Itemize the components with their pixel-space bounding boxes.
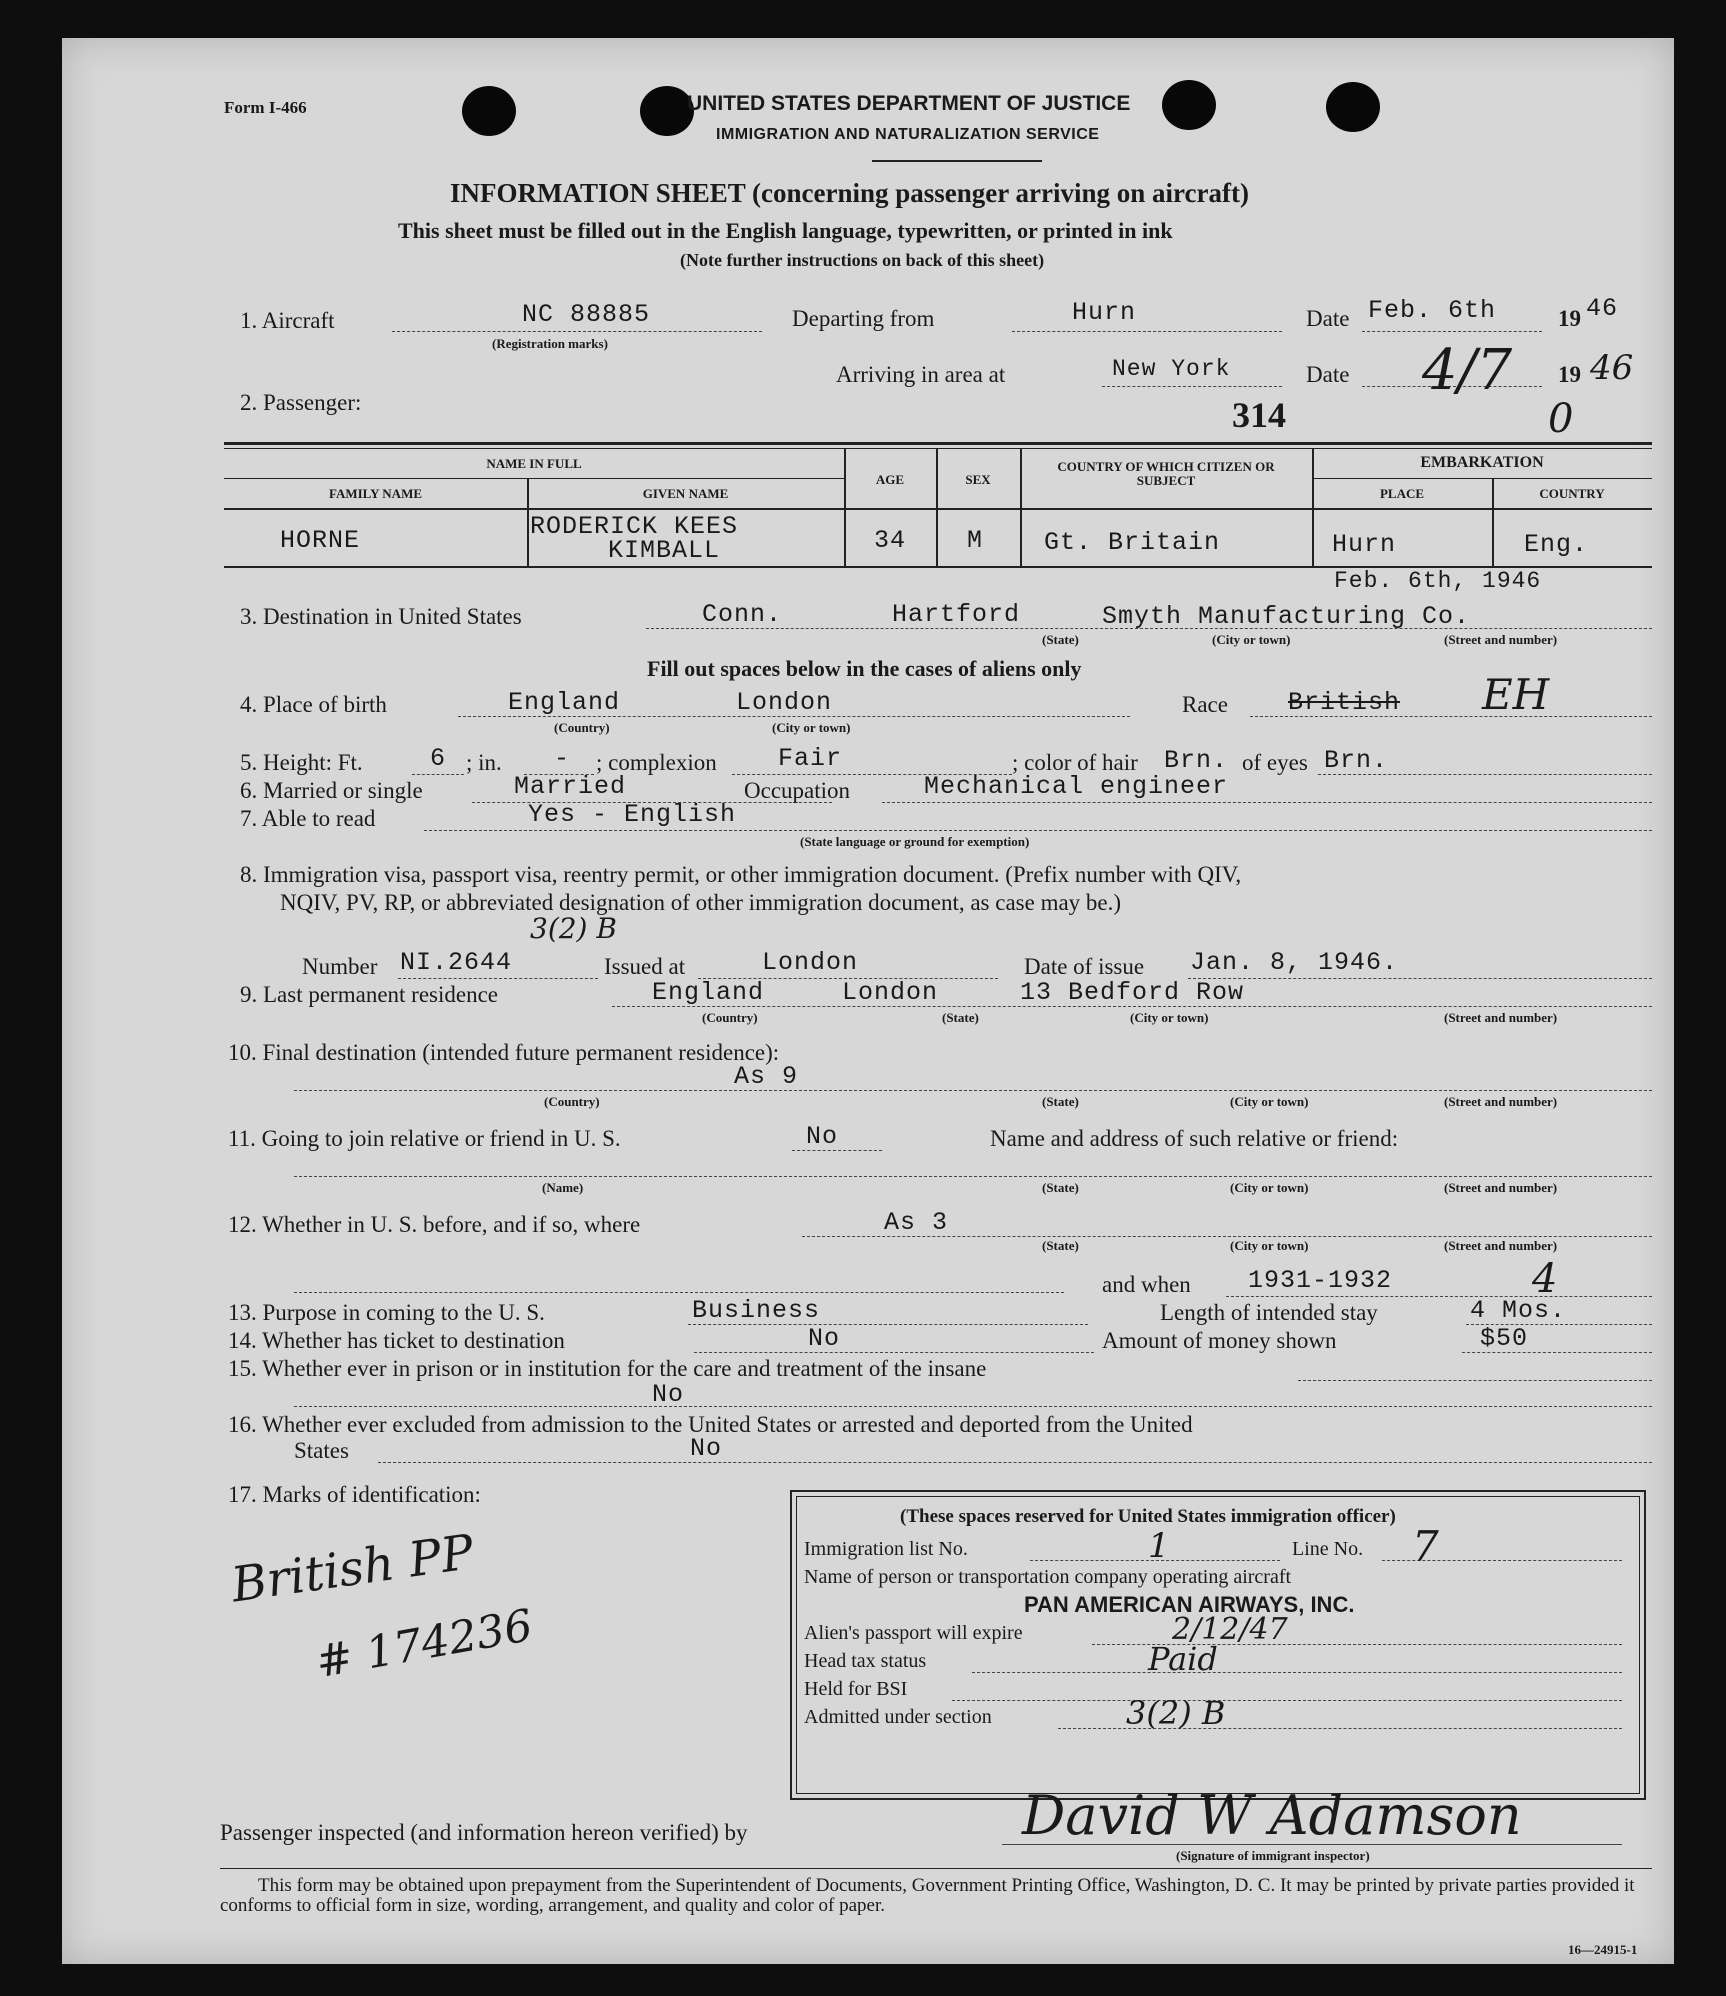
line-number-label: Line No. (1292, 1538, 1364, 1560)
prison-label: 15. Whether ever in prison or in institution for the care and treatment of the insane (228, 1356, 987, 1381)
previous-visit-label: 12. Whether in U. S. before, and if so, where (228, 1212, 641, 1237)
issue-date-value: Jan. 8, 1946. (1190, 948, 1399, 977)
header-country: COUNTRY OF WHICH CITIZEN OR SUBJECT (1057, 459, 1275, 488)
occupation-label: Occupation (744, 778, 851, 803)
previous-visit-value: As 3 (884, 1208, 949, 1237)
field-line (1102, 386, 1282, 387)
document-label-line2: NQIV, PV, RP, or abbreviated designation of other immigration document, as case may be.) (280, 890, 1122, 915)
passport-label: Alien's passport will expire (804, 1622, 1023, 1644)
caption-city: (City or town) (1230, 1094, 1309, 1109)
caption-city: (City or town) (1230, 1180, 1309, 1195)
complexion-label: ; complexion (596, 750, 717, 775)
read-label: 7. Able to read (240, 806, 376, 831)
department-name: UNITED STATES DEPARTMENT OF JUSTICE (687, 92, 1131, 115)
prison-value: No (652, 1380, 685, 1409)
caption-name: (Name) (542, 1180, 584, 1195)
company-value: PAN AMERICAN AIRWAYS, INC. (1024, 1592, 1355, 1617)
birth-country: England (508, 688, 621, 717)
place-value: Hurn (1332, 530, 1397, 559)
table-rule (224, 508, 1652, 510)
aircraft-caption: (Registration marks) (492, 336, 608, 351)
field-line (1012, 331, 1282, 332)
departure-date: Feb. 6th (1368, 296, 1497, 325)
caption-street: (Street and number) (1444, 1010, 1558, 1025)
eyes-value: Brn. (1324, 746, 1389, 775)
hand-mark: 0 (1548, 396, 1574, 442)
line-number-value: 7 (1412, 1522, 1439, 1571)
read-caption: (State language or ground for exemption) (800, 834, 1030, 849)
headtax-value: Paid (1148, 1640, 1218, 1678)
caption-state: (State) (1042, 1094, 1079, 1109)
departing-label: Departing from (792, 306, 935, 331)
arriving-label: Arriving in area at (836, 362, 1006, 387)
issued-value: London (762, 948, 859, 977)
section-label: Admitted under section (804, 1706, 992, 1728)
caption-state: (State) (1042, 632, 1079, 647)
identification-hand-line1: British PP (228, 1524, 478, 1614)
arriving-value: New York (1112, 356, 1231, 382)
number-label: Number (302, 954, 378, 979)
footer-code: 16—24915-1 (1568, 1942, 1638, 1957)
caption-city: (City or town) (1130, 1010, 1209, 1025)
header-emb-country: COUNTRY (1539, 486, 1605, 501)
stamp-number: 314 (1232, 395, 1286, 435)
marital-value: Married (514, 772, 627, 801)
age-value: 34 (874, 526, 907, 555)
header-rule (872, 160, 1042, 162)
header-given-name: GIVEN NAME (642, 486, 729, 501)
aircraft-label: 1. Aircraft (240, 308, 335, 333)
caption-street: (Street and number) (1444, 1238, 1558, 1253)
identification-label: 17. Marks of identification: (228, 1482, 481, 1507)
when-label: and when (1102, 1272, 1191, 1297)
hair-label: ; color of hair (1012, 750, 1138, 775)
form-title: INFORMATION SHEET (concerning passenger arriving on aircraft) (450, 178, 1249, 208)
table-rule (1312, 478, 1652, 479)
header-place: PLACE (1379, 486, 1425, 501)
embark-date: Feb. 6th, 1946 (1334, 568, 1542, 594)
table-divider (1020, 448, 1022, 566)
table-top-rule (224, 448, 1652, 449)
residence-country: England (652, 978, 765, 1007)
ticket-value: No (808, 1324, 841, 1353)
caption-city: (City or town) (772, 720, 851, 735)
field-line (1226, 1296, 1652, 1297)
residence-city: 13 Bedford Row (1020, 978, 1245, 1007)
family-name-value: HORNE (280, 526, 361, 555)
birthplace-label: 4. Place of birth (240, 692, 387, 717)
signature-caption: (Signature of immigrant inspector) (1176, 1848, 1370, 1863)
field-line (1298, 1380, 1652, 1381)
height-label: 5. Height: Ft. (240, 750, 363, 775)
caption-country: (Country) (702, 1010, 758, 1025)
table-divider (936, 448, 938, 566)
departing-value: Hurn (1072, 298, 1137, 327)
caption-state: (State) (942, 1010, 979, 1025)
join-relative-value: No (806, 1122, 839, 1151)
header-name-in-full: NAME IN FULL (486, 456, 582, 471)
arrival-year: 46 (1590, 348, 1634, 388)
destination-street: Smyth Manufacturing Co. (1102, 602, 1471, 631)
race-value: British (1288, 688, 1401, 717)
inspector-signature: David W Adamson (1022, 1784, 1522, 1847)
caption-street: (Street and number) (1444, 1180, 1558, 1195)
company-label: Name of person or transportation company operating aircraft (804, 1566, 1292, 1588)
identification-hand-line2: # 174236 (312, 1600, 537, 1689)
passenger-label: 2. Passenger: (240, 390, 362, 415)
field-line (294, 1292, 1064, 1293)
document-label-line1: 8. Immigration visa, passport visa, reentry permit, or other immigration document. (Prefix number with QIV, (240, 862, 1242, 887)
field-line (294, 1090, 1652, 1091)
destination-city: Hartford (892, 600, 1021, 629)
punch-hole (462, 86, 516, 136)
header-sex: SEX (965, 472, 991, 487)
field-line (694, 1352, 1094, 1353)
sex-value: M (967, 526, 984, 555)
country-value: Gt. Britain (1044, 528, 1221, 557)
field-line (412, 774, 464, 775)
field-line (424, 830, 1652, 831)
height-in: - (554, 744, 571, 773)
document-hand-annotation: 3(2) B (530, 912, 617, 945)
excluded-value: No (690, 1434, 723, 1463)
footer-text: This form may be obtained upon prepayment from the Superintendent of Documents, Government Printing Office, Washington, D. C. It may be printed by private parties provided it conforms to official form in size, wording, arrangement, and quality and color of paper. (220, 1875, 1635, 1916)
when-hand: 4 (1532, 1256, 1558, 1302)
arrival-date-label: Date (1306, 362, 1350, 387)
caption-state: (State) (1042, 1180, 1079, 1195)
ticket-label: 14. Whether has ticket to destination (228, 1328, 565, 1353)
stay-value: 4 Mos. (1470, 1296, 1567, 1325)
table-divider (844, 448, 846, 566)
departure-year: 46 (1586, 294, 1619, 323)
when-value: 1931-1932 (1248, 1266, 1393, 1295)
inspection-label: Passenger inspected (and information hereon verified) by (220, 1820, 748, 1845)
header-embarkation: EMBARKATION (1420, 454, 1544, 471)
service-name: IMMIGRATION AND NATURALIZATION SERVICE (716, 126, 1100, 143)
form-number: Form I-466 (224, 98, 307, 117)
field-line (1188, 978, 1652, 979)
list-number-value: 1 (1148, 1526, 1170, 1566)
purpose-label: 13. Purpose in coming to the U. S. (228, 1300, 545, 1325)
year-prefix: 19 (1558, 306, 1581, 331)
excluded-label: 16. Whether ever excluded from admission to the United States or arrested and deported from the United (228, 1412, 1193, 1437)
birth-city: London (736, 688, 833, 717)
table-rule (224, 478, 844, 479)
arrival-date-value: 4/7 (1422, 338, 1513, 403)
field-line (398, 978, 598, 979)
join-relative-label: 11. Going to join relative or friend in U. S. (228, 1126, 621, 1151)
table-top-rule (224, 442, 1652, 445)
form-note: (Note further instructions on back of this sheet) (680, 250, 1045, 270)
destination-label: 3. Destination in United States (240, 604, 522, 629)
destination-state: Conn. (702, 600, 783, 629)
money-label: Amount of money shown (1102, 1328, 1337, 1353)
caption-city: (City or town) (1230, 1238, 1309, 1253)
eyes-label: of eyes (1242, 750, 1308, 775)
given-name-line1: RODERICK KEES (530, 512, 739, 541)
field-line (378, 1462, 1652, 1463)
officer-box (790, 1490, 1646, 1800)
emb-country-value: Eng. (1524, 530, 1589, 559)
date-label: Date (1306, 306, 1350, 331)
header-family-name: FAMILY NAME (328, 486, 423, 501)
field-line (1362, 331, 1542, 332)
headtax-label: Head tax status (804, 1650, 927, 1672)
issued-label: Issued at (604, 954, 686, 979)
race-hand: EH (1482, 670, 1550, 719)
punch-hole (1326, 82, 1380, 132)
form-instruction: This sheet must be filled out in the English language, typewritten, or printed in ink (398, 218, 1173, 243)
complexion-value: Fair (778, 744, 843, 773)
caption-country: (Country) (554, 720, 610, 735)
aliens-note: Fill out spaces below in the cases of aliens only (647, 656, 1082, 681)
given-name-line2: KIMBALL (608, 536, 721, 565)
inches-label: ; in. (466, 750, 502, 775)
aircraft-value: NC 88885 (522, 300, 651, 329)
form-sheet (62, 38, 1674, 1964)
race-label: Race (1182, 692, 1228, 717)
excluded-label-2: States (294, 1438, 349, 1463)
marital-label: 6. Married or single (240, 778, 423, 803)
caption-street: (Street and number) (1444, 1094, 1558, 1109)
punch-hole (640, 86, 694, 136)
field-line (972, 1672, 1622, 1673)
height-ft: 6 (430, 744, 447, 773)
stay-label: Length of intended stay (1160, 1300, 1378, 1325)
field-line (294, 1406, 1652, 1407)
issue-date-label: Date of issue (1024, 954, 1145, 979)
document-number: NI.2644 (400, 948, 513, 977)
hair-value: Brn. (1164, 746, 1229, 775)
purpose-value: Business (692, 1296, 821, 1325)
field-line (882, 802, 1652, 803)
residence-state: London (842, 978, 939, 1007)
caption-state: (State) (1042, 1238, 1079, 1253)
section-value: 3(2) B (1126, 1694, 1226, 1732)
final-destination-value: As 9 (734, 1062, 799, 1091)
field-line (952, 1700, 1622, 1701)
field-line (392, 331, 762, 332)
caption-city: (City or town) (1212, 632, 1291, 647)
residence-label: 9. Last permanent residence (240, 982, 498, 1007)
list-number-label: Immigration list No. (804, 1538, 968, 1560)
header-age: AGE (875, 472, 905, 487)
read-value: Yes - English (528, 800, 737, 829)
caption-country: (Country) (544, 1094, 600, 1109)
footer-rule (220, 1868, 1652, 1869)
bsi-label: Held for BSI (804, 1678, 908, 1700)
passport-value: 2/12/47 (1172, 1612, 1288, 1647)
arrival-year-prefix: 19 (1558, 362, 1581, 387)
caption-street: (Street and number) (1444, 632, 1558, 647)
officer-box-title: (These spaces reserved for United States immigration officer) (900, 1506, 1396, 1527)
relative-name-label: Name and address of such relative or friend: (990, 1126, 1399, 1151)
occupation-value: Mechanical engineer (924, 772, 1229, 801)
final-destination-label: 10. Final destination (intended future permanent residence): (228, 1040, 780, 1065)
money-value: $50 (1480, 1324, 1529, 1353)
punch-hole (1162, 80, 1216, 130)
field-line (294, 1176, 1652, 1177)
